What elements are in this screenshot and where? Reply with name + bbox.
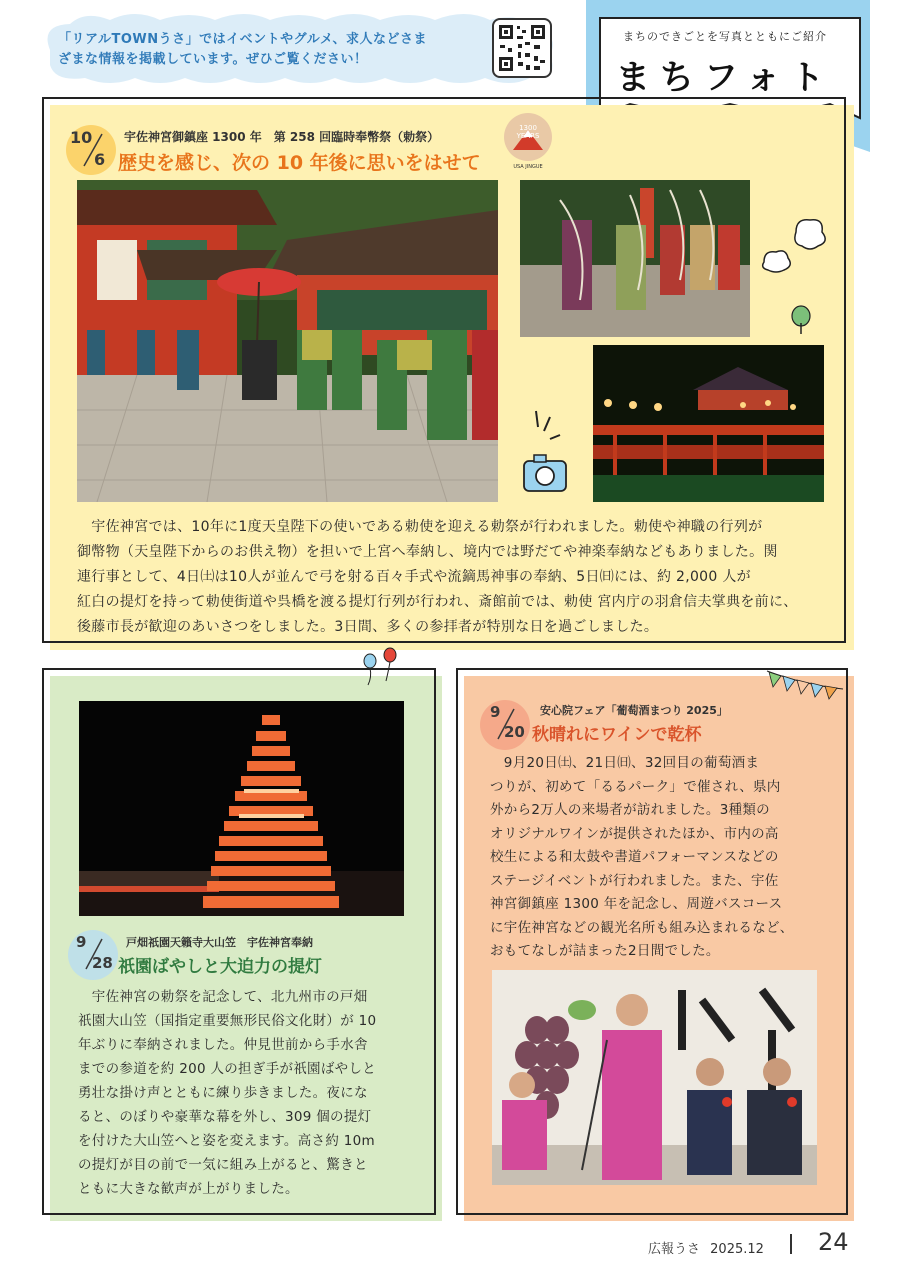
article-1-body bbox=[77, 515, 837, 640]
tree-doodle-icon bbox=[790, 305, 812, 335]
article-3-body-line: つりが、初めて「るるパーク」で催され、県内 bbox=[490, 778, 781, 795]
article-2-body-line: の提灯が目の前で一気に組み上がると、驚きと bbox=[78, 1157, 368, 1173]
banner-line-1: 「リアルTOWNうさ」ではイベントやグルメ、求人などさま bbox=[58, 32, 428, 47]
article-2-body-line: 年ぶりに奉納されました。仲見世前から手水舎 bbox=[78, 1037, 368, 1053]
wine-festival-stage-photo bbox=[492, 970, 817, 1185]
balloons-icon bbox=[358, 643, 402, 687]
article-3-body-line: おもてなしが詰まった2日間でした。 bbox=[490, 943, 720, 959]
article-3-body bbox=[490, 752, 835, 964]
section-title: まちフォト bbox=[615, 58, 835, 98]
article-3-event: 安心院フェア「葡萄酒まつり 2025」 bbox=[540, 704, 728, 717]
publication-name: 広報うさ bbox=[648, 1242, 701, 1257]
bunting-flags-icon bbox=[765, 667, 845, 701]
article-2-date-month: 9 bbox=[76, 933, 87, 951]
gion-lantern-tower-photo bbox=[79, 701, 404, 916]
anniversary-logo-text: 1300 YEARS bbox=[516, 124, 540, 140]
banner-line-2: ざまな情報を掲載しています。ぜひご覧ください！ bbox=[58, 52, 368, 67]
banner-text bbox=[58, 30, 488, 70]
article-1-body-line: 宇佐神宮では、10年に1度天皇陛下の使いである勅使を迎える勅祭が行われました。勅使や神職の行列が bbox=[77, 519, 763, 535]
article-1-body-line: 紅白の提灯を持って勅使街道や呉橋を渡る提灯行列が行われ、斎館前では、勅使 宮内庁の羽倉信夫掌典を前に、 bbox=[77, 594, 798, 610]
article-3-body-line: 9月20日㈯、21日㈰、32回目の葡萄酒ま bbox=[490, 755, 760, 771]
section-subtitle: まちのできごとを写真とともにご紹介 bbox=[623, 30, 827, 43]
article-1-event: 宇佐神宮御鎮座 1300 年 第 258 回臨時奉幣祭（勅祭） bbox=[124, 130, 440, 144]
anniversary-logo-sub: USA JINGUE bbox=[513, 164, 543, 170]
article-3-body-line: 校生による和太鼓や書道パフォーマンスなどの bbox=[490, 849, 779, 865]
issue-date: 2025.12 bbox=[710, 1242, 764, 1257]
article-2-body-line: 祇園大山笠（国指定重要無形民俗文化財）が 10 bbox=[78, 1013, 377, 1029]
article-2-body-line: までの参道を約 200 人の担ぎ手が祇園ばやしと bbox=[78, 1061, 377, 1077]
article-3-date-day: 20 bbox=[504, 723, 525, 741]
camera-doodle-icon bbox=[520, 405, 586, 493]
article-2-body-line: 宇佐神宮の勅祭を記念して、北九州市の戸畑 bbox=[78, 989, 368, 1005]
article-2-body bbox=[78, 985, 423, 1201]
article-3-headline: 秋晴れにワインで乾杯 bbox=[532, 725, 702, 745]
article-3-body-line: オリジナルワインが提供されたほか、市内の高 bbox=[490, 825, 779, 842]
article-3-date-month: 9 bbox=[490, 703, 501, 721]
article-1-body-line: 御幣物（天皇陛下からのお供え物）を担いで上宮へ奉納し、境内では野だてや神楽奉納などもありました。関 bbox=[77, 544, 778, 560]
footer-divider bbox=[790, 1234, 792, 1254]
archery-ceremony-photo bbox=[520, 180, 750, 337]
article-1-date-day: 6 bbox=[94, 150, 106, 169]
article-2-body-line: ともに大きな歓声が上がりました。 bbox=[78, 1181, 299, 1197]
article-2-body-line: を付けた大山笠へと姿を変えます。高さ約 10m bbox=[78, 1133, 375, 1149]
article-1-headline: 歴史を感じ、次の 10 年後に思いをはせて bbox=[118, 152, 481, 174]
article-2-event: 戸畑祇園天籟寺大山笠 宇佐神宮奉納 bbox=[126, 936, 313, 949]
shrine-procession-photo bbox=[77, 180, 498, 502]
article-2-date-day: 28 bbox=[92, 954, 113, 972]
anniversary-logo-icon bbox=[503, 112, 553, 172]
article-3-body-line: 外から2万人の来場者が訪れました。3種類の bbox=[490, 802, 770, 818]
article-3-body-line: に宇佐神宮などの観光名所も組み込まれるなど、 bbox=[490, 919, 794, 936]
article-2-body-line: 勇壮な掛け声とともに練り歩きました。夜にな bbox=[78, 1085, 368, 1101]
article-2-body-line: ると、のぼりや豪華な幕を外し、309 個の提灯 bbox=[78, 1109, 372, 1125]
article-1-body-line: 後藤市長が歓迎のあいさつをしました。3日間、多くの参拝者が特別な日を過ごしました。 bbox=[77, 619, 659, 635]
footer-publication bbox=[648, 1238, 764, 1257]
page-number: 24 bbox=[818, 1228, 849, 1256]
article-1-date-month: 10 bbox=[70, 128, 93, 147]
article-1-body-line: 連行事として、4日㈯は10人が並んで弓を射る百々手式や流鏑馬神事の奉納、5日㈰には、約 2,000 人が bbox=[77, 569, 751, 585]
article-2-headline: 祇園ばやしと大迫力の提灯 bbox=[118, 957, 322, 977]
article-3-body-line: ステージイベントが行われました。また、宇佐 bbox=[490, 872, 779, 889]
qr-code-icon[interactable] bbox=[492, 18, 552, 78]
lantern-bridge-photo bbox=[593, 345, 824, 502]
article-3-body-line: 神宮御鎮座 1300 年を記念し、周遊バスコース bbox=[490, 896, 783, 912]
cloud-doodle-icon bbox=[758, 212, 830, 276]
